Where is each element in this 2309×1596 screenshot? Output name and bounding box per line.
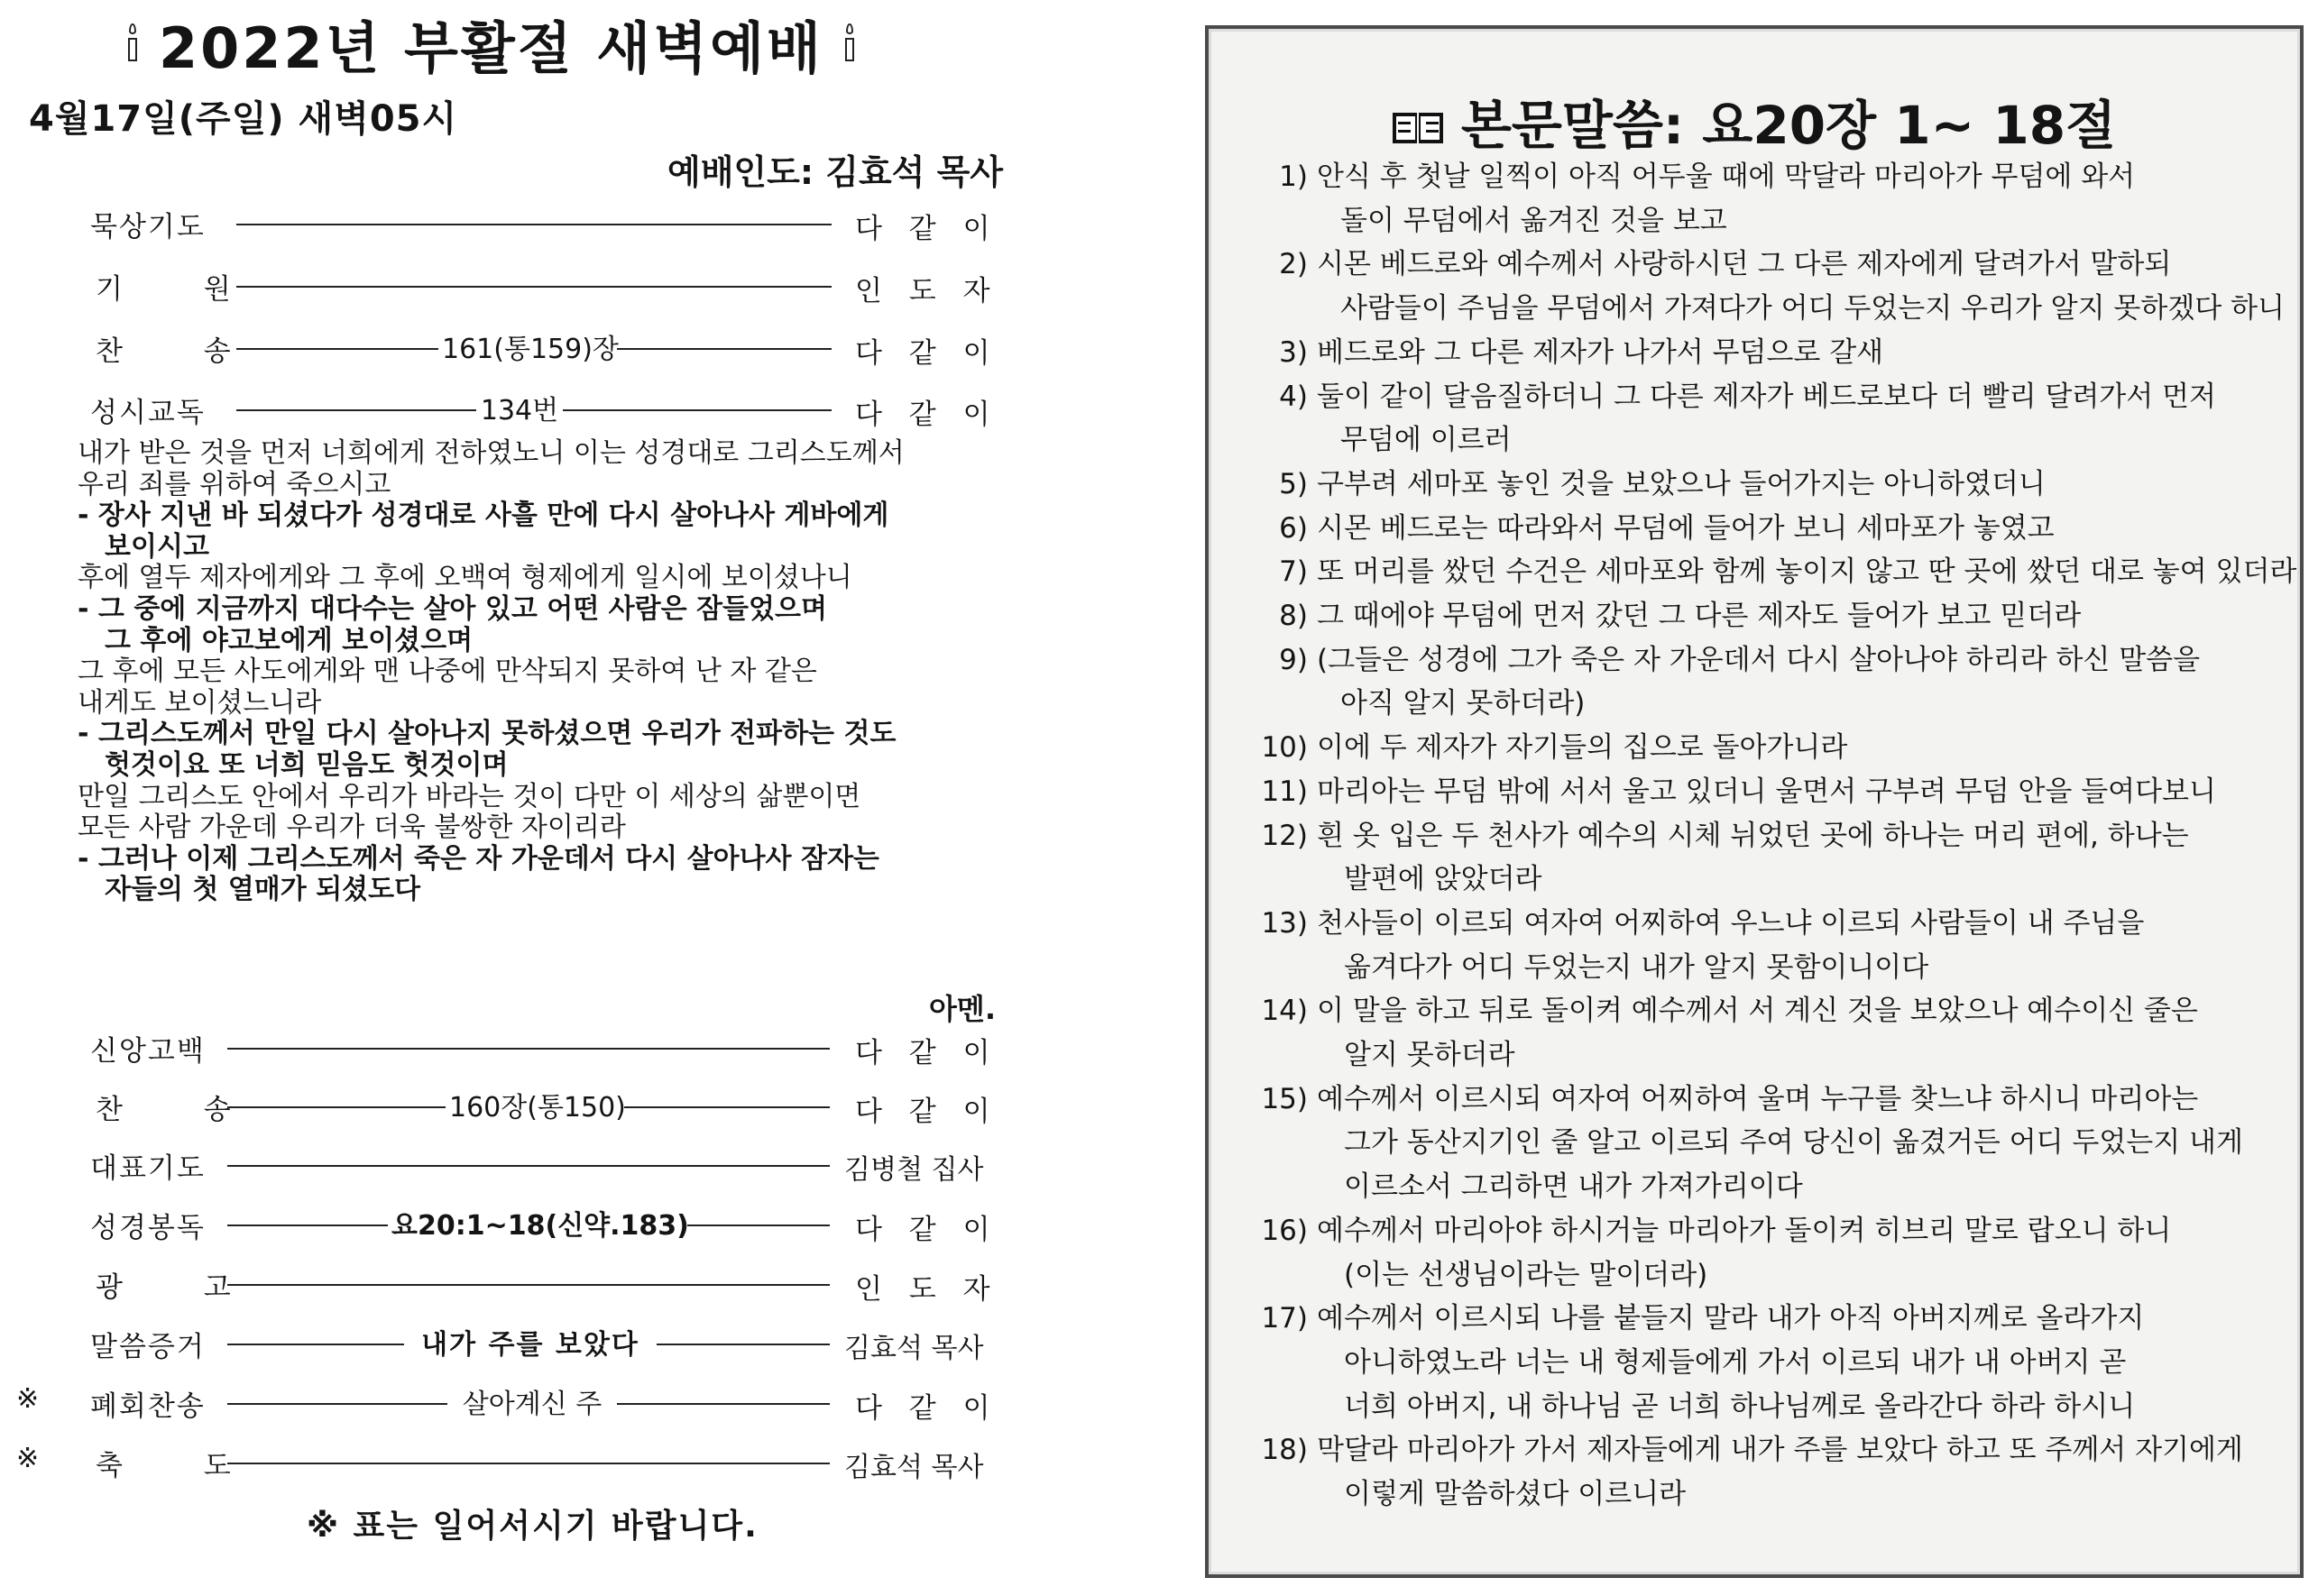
verse-first-line <box>1256 814 2302 858</box>
scripture-reference: 요20:1~18(신약.183) <box>388 1203 687 1243</box>
order-row <box>0 1083 1001 1128</box>
verse-text: 둘이 같이 달음질하더니 그 다른 제자가 베드로보다 더 빨리 달려가서 먼저 <box>1317 380 2216 413</box>
verse <box>1256 814 2302 902</box>
passage-line: - 그리스도께서 만일 다시 살아나지 못하셨으면 우리가 전파하는 것도 <box>78 718 897 750</box>
verse-text: 발편에 앉았더라 <box>1344 863 1542 896</box>
verse <box>1256 550 2302 594</box>
verse-first-line <box>1256 243 2302 287</box>
order-label: 성경봉독 <box>90 1212 206 1244</box>
verse-text: 예수께서 마리아야 하시거늘 마리아가 돌이켜 히브리 말로 랍오니 하니 <box>1317 1214 2172 1247</box>
scripture-panel <box>1205 25 2304 1578</box>
page-title: 2022년 부활절 새벽예배 <box>159 14 823 81</box>
verse <box>1256 331 2302 375</box>
candle-icon <box>843 23 856 63</box>
stand-mark: ※ <box>16 1443 40 1474</box>
stand-note: ※ 표는 일어서시기 바랍니다. <box>307 1508 759 1545</box>
verse-continuation-line <box>1256 858 2302 902</box>
order-row <box>0 1439 1001 1481</box>
order-response: 김효석 목사 <box>844 1452 984 1483</box>
verse-first-line <box>1256 1078 2302 1122</box>
verse <box>1256 155 2302 243</box>
verse-number: 13) <box>1261 906 1308 940</box>
divider <box>227 1284 830 1286</box>
scripture-title: 본문말씀: 요20장 1~ 18절 <box>1460 95 2117 156</box>
verse-first-line <box>1256 550 2302 594</box>
scripture-title-row <box>1209 83 2300 159</box>
order-response: 다 같 이 <box>855 1096 999 1128</box>
passage-line: 우리 죄를 위하여 죽으시고 <box>78 468 391 500</box>
passage-line: 보이시고 <box>105 530 209 563</box>
verse-continuation-line <box>1256 287 2302 331</box>
passage-line: 그 후에 야고보에게 보이셨으며 <box>105 624 474 656</box>
verse-first-line <box>1256 1428 2302 1472</box>
responsive-reading-number: 134번 <box>476 388 563 427</box>
verse <box>1256 1428 2302 1516</box>
verse-text: 베드로와 그 다른 제자가 나가서 무덤으로 갈새 <box>1317 335 1884 369</box>
passage-line: 모든 사람 가운데 우리가 더욱 불쌍한 자이리라 <box>78 812 626 844</box>
verse <box>1256 243 2302 330</box>
service-date: 4월17일(주일) 새벽05시 <box>29 98 458 140</box>
order-row <box>0 200 1001 245</box>
order-response: 김효석 목사 <box>844 1333 984 1364</box>
passage-line: - 그러나 이제 그리스도께서 죽은 자 가운데서 다시 살아나사 잠자는 <box>78 842 879 875</box>
verse-continuation-line <box>1256 1472 2302 1517</box>
verse-number: 6) <box>1279 511 1308 545</box>
verse <box>1256 902 2302 989</box>
verse-first-line <box>1256 726 2302 770</box>
verse-text: 시몬 베드로와 예수께서 사랑하시던 그 다른 제자에게 달려가서 말하되 <box>1317 248 2172 281</box>
order-row <box>0 325 1001 370</box>
verse-first-line <box>1256 989 2302 1033</box>
passage-line: - 장사 지낸 바 되셨다가 성경대로 사흘 만에 다시 살아나사 게바에게 <box>78 500 889 532</box>
service-leader: 예배인도: 김효석 목사 <box>667 152 1004 192</box>
verse-first-line <box>1256 638 2302 683</box>
order-response: 다 같 이 <box>855 1037 999 1069</box>
verse-continuation-line <box>1256 1033 2302 1078</box>
verse-text: 시몬 베드로는 따라와서 무덤에 들어가 보니 세마포가 놓였고 <box>1317 511 2055 545</box>
order-row <box>0 1320 1001 1362</box>
verse-number <box>1256 287 1317 331</box>
passage-line: 그 후에 모든 사도에게와 맨 나중에 만삭되지 못하여 난 자 같은 <box>78 656 817 688</box>
verse <box>1256 638 2302 726</box>
verse <box>1256 1078 2302 1209</box>
verse <box>1256 726 2302 770</box>
order-row <box>0 1261 1001 1306</box>
order-label: 찬 송 <box>96 1094 267 1126</box>
verse-number: 12) <box>1261 819 1308 852</box>
verse-number: 9) <box>1279 643 1308 676</box>
verse-list <box>1256 155 2302 1517</box>
verse-first-line <box>1256 463 2302 507</box>
verse-number: 7) <box>1279 555 1308 589</box>
verse-text: 흰 옷 입은 두 천사가 예수의 시체 뉘었던 곳에 하나는 머리 편에, 하나는 <box>1317 819 2189 852</box>
order-row <box>0 386 1001 431</box>
divider <box>236 224 832 225</box>
verse-number: 5) <box>1279 467 1308 500</box>
verse-number: 1) <box>1279 161 1308 193</box>
passage-line: 자들의 첫 열매가 되셨도다 <box>105 874 421 906</box>
order-label: 말씀증거 <box>90 1331 206 1363</box>
verse-number <box>1256 1472 1317 1517</box>
verse-first-line <box>1256 770 2302 814</box>
verse-number <box>1256 1121 1317 1165</box>
passage-line: 헛것이요 또 너희 믿음도 헛것이며 <box>105 748 509 781</box>
verse-text: 또 머리를 쌌던 수건은 세마포와 함께 놓이지 않고 딴 곳에 쌌던 대로 놓여 있더라 <box>1317 555 2297 589</box>
verse-number: 2) <box>1279 248 1308 281</box>
order-row <box>0 262 1001 307</box>
order-response: 다 같 이 <box>855 213 999 245</box>
verse-number <box>1256 1033 1317 1078</box>
verse-number: 14) <box>1261 995 1308 1028</box>
verse-number <box>1256 199 1317 243</box>
verse-first-line <box>1256 902 2302 946</box>
order-row <box>0 1142 1001 1186</box>
verse-text: 천사들이 이르되 여자여 어찌하여 우느냐 이르되 사람들이 내 주님을 <box>1317 906 2145 940</box>
order-response: 인 도 자 <box>855 275 999 307</box>
order-label: 찬 송 <box>96 335 267 368</box>
verse-first-line <box>1256 594 2302 638</box>
verse-text: 이르소서 그리하면 내가 가져가리이다 <box>1344 1170 1803 1204</box>
verse <box>1256 989 2302 1077</box>
verse-text: (그들은 성경에 그가 죽은 자 가운데서 다시 살아나야 하리라 하신 말씀을 <box>1317 643 2201 676</box>
order-label: 신앙고백 <box>90 1035 206 1068</box>
verse-text: 무덤에 이르러 <box>1340 424 1512 457</box>
verse-text: 그 때에야 무덤에 먼저 갔던 그 다른 제자도 들어가 보고 믿더라 <box>1317 600 2082 633</box>
divider <box>227 1463 830 1464</box>
verse-text: 이렇게 말씀하셨다 이르니라 <box>1344 1478 1687 1511</box>
verse-text: 예수께서 이르시되 여자여 어찌하여 울며 누구를 찾느냐 하시니 마리아는 <box>1317 1082 2199 1115</box>
verse-continuation-line <box>1256 1165 2302 1209</box>
verse-number: 3) <box>1279 335 1308 369</box>
divider <box>236 286 832 288</box>
verse-text: 마리아는 무덤 밖에 서서 울고 있더니 울면서 구부려 무덤 안을 들여다보니 <box>1317 775 2216 808</box>
verse-continuation-line <box>1256 418 2302 463</box>
verse-text: (이는 선생님이라는 말이더라) <box>1344 1258 1708 1291</box>
verse-text: 너희 아버지, 내 하나님 곧 너희 하나님께로 올라간다 하라 하시니 <box>1344 1390 2136 1423</box>
order-response: 다 같 이 <box>855 337 999 370</box>
order-label: 광 고 <box>96 1271 267 1304</box>
verse-number <box>1256 682 1317 726</box>
verse-text: 안식 후 첫날 일찍이 아직 어두울 때에 막달라 마리아가 무덤에 와서 <box>1317 161 2136 193</box>
verse-text: 이 말을 하고 뒤로 돌이켜 예수께서 서 계신 것을 보았으나 예수이신 줄은 <box>1317 995 2198 1028</box>
verse-first-line <box>1256 375 2302 419</box>
verse <box>1256 1297 2302 1428</box>
verse-number: 18) <box>1261 1434 1308 1467</box>
verse-number: 8) <box>1279 600 1308 633</box>
verse-number <box>1256 1253 1317 1298</box>
verse-continuation-line <box>1256 946 2302 990</box>
order-response: 다 같 이 <box>855 399 999 431</box>
sermon-title: 내가 주를 보았다 <box>404 1322 657 1362</box>
verse-text: 구부려 세마포 놓인 것을 보았으나 들어가지는 아니하였더니 <box>1317 467 2046 500</box>
verse-number <box>1256 1165 1317 1209</box>
passage-line: 내가 받은 것을 먼저 너희에게 전하였노니 이는 성경대로 그리스도께서 <box>78 437 905 469</box>
verse-text: 돌이 무덤에서 옮겨진 것을 보고 <box>1340 204 1727 237</box>
verse-text: 예수께서 이르시되 나를 붙들지 말라 내가 아직 아버지께로 올라가지 <box>1317 1302 2145 1335</box>
verse-number: 16) <box>1261 1214 1308 1247</box>
verse-number <box>1256 946 1317 990</box>
closing-hymn: 살아계신 주 <box>447 1381 617 1421</box>
verse-text: 알지 못하더라 <box>1344 1039 1515 1072</box>
candle-icon <box>126 23 139 63</box>
verse <box>1256 594 2302 638</box>
order-response: 다 같 이 <box>855 1214 999 1246</box>
order-label: 기 원 <box>96 273 267 306</box>
divider <box>227 1165 830 1167</box>
verse-continuation-line <box>1256 1385 2302 1429</box>
order-response: 다 같 이 <box>855 1392 999 1425</box>
verse <box>1256 1209 2302 1297</box>
verse-continuation-line <box>1256 1121 2302 1165</box>
verse-number <box>1256 418 1317 463</box>
verse-continuation-line <box>1256 682 2302 726</box>
order-response: 인 도 자 <box>855 1273 999 1306</box>
verse-text: 사람들이 주님을 무덤에서 가져다가 어디 두었는지 우리가 알지 못하겠다 하니 <box>1340 292 2285 326</box>
verse-first-line <box>1256 155 2302 199</box>
stand-mark: ※ <box>16 1383 40 1415</box>
verse <box>1256 375 2302 463</box>
hymn-number: 160장(통150) <box>446 1085 624 1124</box>
verse-number: 15) <box>1261 1082 1308 1115</box>
verse-text: 그가 동산지기인 줄 알고 이르되 주여 당신이 옮겼거든 어디 두었는지 내게 <box>1344 1126 2243 1160</box>
order-label: 대표기도 <box>90 1152 206 1185</box>
order-row <box>0 1380 1001 1425</box>
verse-first-line <box>1256 507 2302 551</box>
open-book-icon <box>1393 109 1447 149</box>
order-label: 축 도 <box>96 1450 267 1482</box>
order-label: 폐회찬송 <box>90 1390 206 1423</box>
verse-number: 4) <box>1279 380 1308 413</box>
verse-text: 옮겨다가 어디 두었는지 내가 알지 못함이니이다 <box>1344 950 1929 984</box>
verse-first-line <box>1256 331 2302 375</box>
order-label: 묵상기도 <box>90 211 206 243</box>
passage-line: 만일 그리스도 안에서 우리가 바라는 것이 다만 이 세상의 삶뿐이면 <box>78 780 861 812</box>
verse <box>1256 463 2302 507</box>
verse-text: 막달라 마리아가 가서 제자들에게 내가 주를 보았다 하고 또 주께서 자기에게 <box>1317 1434 2243 1467</box>
verse-first-line <box>1256 1209 2302 1253</box>
verse-number <box>1256 1385 1317 1429</box>
verse-text: 아직 알지 못하더라) <box>1340 687 1586 720</box>
verse-number: 11) <box>1261 775 1308 808</box>
verse <box>1256 507 2302 551</box>
passage-line: 후에 열두 제자에게와 그 후에 오백여 형제에게 일시에 보이셨나니 <box>78 562 852 594</box>
title-row <box>126 7 902 79</box>
verse-continuation-line <box>1256 199 2302 243</box>
amen: 아멘. <box>929 992 996 1026</box>
order-label: 성시교독 <box>90 397 206 429</box>
order-response: 김병철 집사 <box>844 1154 984 1186</box>
verse-number <box>1256 1341 1317 1385</box>
verse-number <box>1256 858 1317 902</box>
verse-text: 이에 두 제자가 자기들의 집으로 돌아가니라 <box>1317 731 1848 765</box>
verse-continuation-line <box>1256 1253 2302 1298</box>
hymn-number: 161(통159)장 <box>438 326 617 366</box>
passage-line: - 그 중에 지금까지 대다수는 살아 있고 어떤 사람은 잠들었으며 <box>78 592 827 625</box>
verse-number: 17) <box>1261 1302 1308 1335</box>
divider <box>227 1048 830 1050</box>
verse-number: 10) <box>1261 731 1308 765</box>
order-row <box>0 1024 1001 1069</box>
verse-continuation-line <box>1256 1341 2302 1385</box>
verse <box>1256 770 2302 814</box>
verse-text: 아니하였노라 너는 내 형제들에게 가서 이르되 내가 내 아버지 곧 <box>1344 1345 2127 1379</box>
passage-line: 내게도 보이셨느니라 <box>78 686 322 719</box>
order-row <box>0 1201 1001 1246</box>
responsive-reading-passage <box>78 438 1025 906</box>
verse-first-line <box>1256 1297 2302 1341</box>
